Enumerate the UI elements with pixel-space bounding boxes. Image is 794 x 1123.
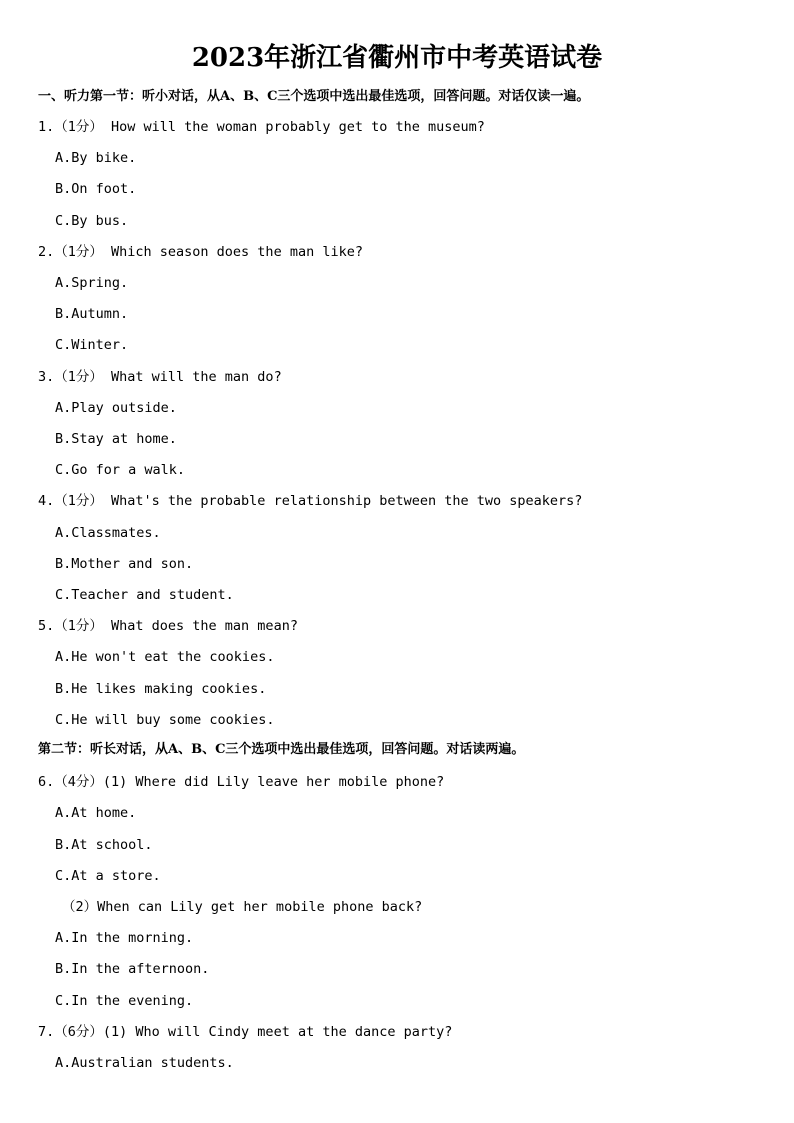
option-c: C.At a store. [55,868,161,884]
option-b: B.Autumn. [55,306,129,322]
question-stem: 5.（1分） What does the man mean? [38,618,298,634]
option-a: A.By bike. [55,150,137,166]
page-title: 2023年浙江省衢州市中考英语试卷 [191,43,603,73]
option-b: B.Mother and son. [55,556,194,572]
option-c: C.Teacher and student. [55,587,234,603]
option-a: A.At home. [55,805,137,821]
option-b: B.Stay at home. [55,431,177,447]
option-c: C.Go for a walk. [55,462,186,478]
question-stem: 7.（6分）(1) Who will Cindy meet at the dance party? [38,1024,453,1040]
option-b: B.He likes making cookies. [55,681,267,697]
section-heading-1: 一、听力第一节：听小对话，从A、B、C三个选项中选出最佳选项，回答问题。对话仅读一遍。 [38,89,590,104]
option-a: A.He won't eat the cookies. [55,649,275,665]
question-stem: 3.（1分） What will the man do? [38,369,282,385]
section-heading-2: 第二节：听长对话，从A、B、C三个选项中选出最佳选项，回答问题。对话读两遍。 [38,742,525,757]
option-a: A.Australian students. [55,1055,234,1071]
option-a: A.Play outside. [55,400,177,416]
option-b: B.In the afternoon. [55,961,210,977]
question-stem: （2）When can Lily get her mobile phone back? [62,899,423,915]
question-stem: 6.（4分）(1) Where did Lily leave her mobile phone? [38,774,445,790]
question-stem: 4.（1分） What's the probable relationship between the two speakers? [38,493,583,509]
option-a: A.In the morning. [55,930,194,946]
option-a: A.Spring. [55,275,129,291]
question-stem: 2.（1分） Which season does the man like? [38,244,363,260]
option-c: C.By bus. [55,213,129,229]
option-b: B.On foot. [55,181,137,197]
option-c: C.Winter. [55,337,129,353]
option-b: B.At school. [55,837,153,853]
option-a: A.Classmates. [55,525,161,541]
question-stem: 1.（1分） How will the woman probably get to the museum? [38,119,485,135]
option-c: C.In the evening. [55,993,194,1009]
option-c: C.He will buy some cookies. [55,712,275,728]
